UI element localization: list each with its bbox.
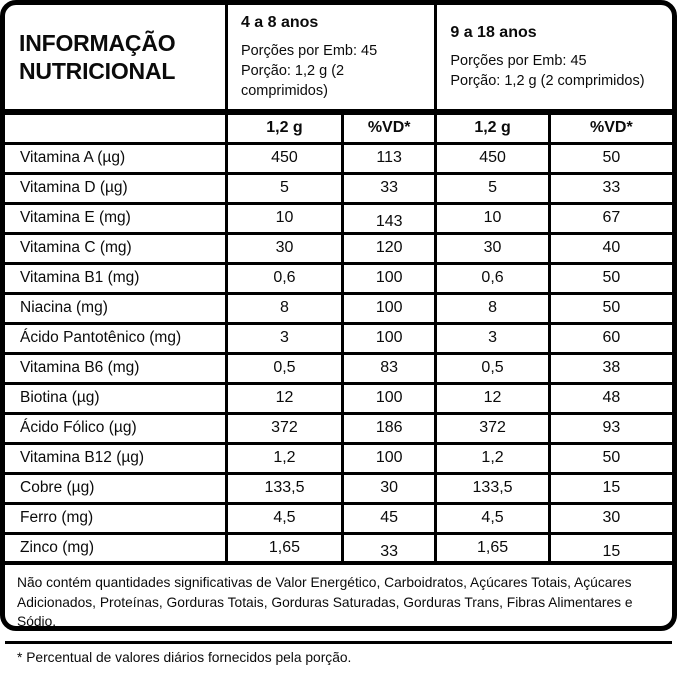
nutrient-value-text: 113 <box>376 149 402 166</box>
nutrient-value-text: 5 <box>280 179 289 196</box>
nutrient-value <box>226 443 342 473</box>
nutrient-label: Cobre (µg) <box>5 473 226 503</box>
age-group-9-18-portion: Porção: 1,2 g (2 comprimidos) <box>450 73 645 89</box>
nutrient-value <box>226 413 342 443</box>
nutrient-value <box>549 443 672 473</box>
age-group-4-8 <box>226 5 435 112</box>
column-header-amount-4-8: 1,2 g <box>226 112 342 143</box>
nutrient-value <box>436 353 549 383</box>
nutrient-value-text: 67 <box>602 209 621 226</box>
nutrient-value-text: 83 <box>380 359 399 376</box>
table-header-row <box>5 5 672 112</box>
age-group-4-8-label: 4 a 8 anos <box>240 14 319 31</box>
nutrient-value <box>549 203 672 233</box>
nutrient-label: Vitamina D (µg) <box>5 173 226 203</box>
nutrient-value <box>226 473 342 503</box>
nutrient-value <box>436 533 549 563</box>
nutrient-value-text: 33 <box>380 179 399 196</box>
table-row <box>5 293 672 323</box>
nutrient-value <box>342 203 435 233</box>
nutrient-value <box>549 383 672 413</box>
nutrient-value <box>436 413 549 443</box>
age-group-4-8-portion: Porção: 1,2 g (2 comprimidos) <box>240 63 345 99</box>
nutrient-value <box>549 233 672 263</box>
nutrient-value-text: 1,65 <box>476 538 509 556</box>
nutrient-value <box>436 503 549 533</box>
table-row <box>5 353 672 383</box>
nutrient-value-text: 50 <box>602 449 621 466</box>
nutrient-value-text: 100 <box>375 449 403 466</box>
table-row <box>5 323 672 353</box>
nutrient-value-text: 30 <box>380 479 399 496</box>
table-row <box>5 413 672 443</box>
nutrient-value <box>342 353 435 383</box>
nutrient-value <box>549 263 672 293</box>
table-row <box>5 473 672 503</box>
nutrient-value-text: 372 <box>271 419 298 436</box>
nutrient-value <box>436 293 549 323</box>
nutrient-value-text: 0,5 <box>481 359 504 376</box>
nutrient-value <box>549 503 672 533</box>
disclaimer-row <box>5 563 672 642</box>
nutrient-label: Vitamina B6 (mg) <box>5 353 226 383</box>
nutrient-value-text: 372 <box>479 419 506 436</box>
nutrient-value <box>436 443 549 473</box>
nutrient-value-text: 8 <box>280 299 289 316</box>
table-row <box>5 203 672 233</box>
nutrient-value-text: 10 <box>275 209 294 226</box>
nutrient-value <box>549 413 672 443</box>
table-row <box>5 443 672 473</box>
nutrient-label: Zinco (mg) <box>5 533 226 563</box>
table-row <box>5 173 672 203</box>
nutrient-value-text: 1,65 <box>268 538 301 556</box>
nutrition-table <box>5 5 672 673</box>
nutrient-value-text: 133,5 <box>264 479 305 496</box>
nutrient-value <box>549 173 672 203</box>
nutrient-value <box>436 473 549 503</box>
nutrient-label: Vitamina B1 (mg) <box>5 263 226 293</box>
nutrient-value-text: 15 <box>602 479 621 496</box>
nutrient-label: Ferro (mg) <box>5 503 226 533</box>
footnote-row <box>5 642 672 673</box>
nutrient-value <box>342 263 435 293</box>
nutrient-value-text: 100 <box>375 329 403 346</box>
nutrient-value-text: 50 <box>602 149 621 166</box>
nutrient-label: Vitamina B12 (µg) <box>5 443 226 473</box>
nutrient-value <box>226 263 342 293</box>
nutrient-value-text: 4,5 <box>273 509 296 526</box>
nutrient-value <box>226 293 342 323</box>
nutrient-value <box>342 413 435 443</box>
table-subheader-row <box>5 112 672 143</box>
nutrient-value <box>549 293 672 323</box>
nutrient-value-text: 100 <box>375 299 403 316</box>
nutrient-value <box>226 173 342 203</box>
nutrient-value-text: 133,5 <box>472 479 513 496</box>
nutrient-value-text: 33 <box>602 179 621 196</box>
table-row <box>5 503 672 533</box>
nutrient-value-text: 3 <box>280 329 289 346</box>
table-row <box>5 533 672 563</box>
age-group-4-8-servings: Porções por Emb: 45 <box>240 43 378 59</box>
nutrient-value <box>226 143 342 173</box>
nutrient-value <box>226 533 342 563</box>
nutrient-value-text: 4,5 <box>481 509 504 526</box>
nutrient-value <box>226 323 342 353</box>
nutrient-value <box>436 383 549 413</box>
nutrient-label: Niacina (mg) <box>5 293 226 323</box>
nutrient-value <box>549 353 672 383</box>
nutrient-label: Ácido Pantotênico (mg) <box>5 323 226 353</box>
nutrient-value-text: 45 <box>380 509 399 526</box>
nutrient-value <box>342 293 435 323</box>
nutrient-value <box>549 143 672 173</box>
nutrient-value-text: 48 <box>602 389 621 406</box>
nutrient-value-text: 1,2 <box>481 449 504 466</box>
nutrient-value <box>226 503 342 533</box>
disclaimer-text: Não contém quantidades significativas de Valor Energético, Carboidratos, Açúcares Totais, Açúcares Adicionados, Proteínas, Gorduras Totais, Gorduras Saturadas, Gorduras Trans, Fibras Alimentares e Sódio. <box>5 563 672 642</box>
subheader-empty-cell <box>5 112 226 143</box>
nutrient-value <box>436 323 549 353</box>
nutrient-value-text: 33 <box>380 542 399 560</box>
nutrient-value-text: 12 <box>275 389 294 406</box>
nutrient-label: Vitamina C (mg) <box>5 233 226 263</box>
nutrient-value <box>342 383 435 413</box>
table-row <box>5 383 672 413</box>
nutrient-value <box>342 443 435 473</box>
nutrient-value <box>342 473 435 503</box>
nutrient-value <box>342 173 435 203</box>
nutrient-label: Biotina (µg) <box>5 383 226 413</box>
nutrient-value-text: 30 <box>275 239 294 256</box>
nutrient-value <box>436 143 549 173</box>
nutrient-value <box>342 533 435 563</box>
nutrient-value-text: 100 <box>375 389 403 406</box>
nutrient-value <box>549 533 672 563</box>
nutrient-value-text: 93 <box>602 419 621 436</box>
nutrient-value-text: 30 <box>483 239 502 256</box>
nutrient-value-text: 50 <box>602 299 621 316</box>
nutrient-value-text: 186 <box>375 419 403 436</box>
age-group-9-18-servings: Porções por Emb: 45 <box>450 53 587 69</box>
nutrient-value <box>436 263 549 293</box>
nutrient-value-text: 0,6 <box>273 269 296 286</box>
table-row <box>5 143 672 173</box>
nutrient-value-text: 100 <box>375 269 403 286</box>
nutrient-value <box>342 233 435 263</box>
nutrient-value-text: 8 <box>488 299 497 316</box>
nutrient-label: Vitamina E (mg) <box>5 203 226 233</box>
nutrient-label: Vitamina A (µg) <box>5 143 226 173</box>
nutrient-value <box>342 323 435 353</box>
footnote-text: * Percentual de valores diários fornecidos pela porção. <box>5 642 672 673</box>
nutrient-value-text: 0,6 <box>481 269 504 286</box>
nutrient-value <box>226 233 342 263</box>
column-header-dv-4-8: %VD* <box>342 112 435 143</box>
nutrient-value <box>549 473 672 503</box>
nutrient-value-text: 3 <box>488 329 497 346</box>
nutrient-value <box>342 143 435 173</box>
nutrient-value-text: 15 <box>602 542 621 560</box>
age-group-9-18-label: 9 a 18 anos <box>450 24 537 41</box>
nutrient-value-text: 450 <box>479 149 506 166</box>
column-header-amount-9-18: 1,2 g <box>436 112 549 143</box>
nutrient-value-text: 40 <box>602 239 621 256</box>
nutrient-value <box>226 383 342 413</box>
nutrient-value-text: 50 <box>602 269 621 286</box>
nutrient-value-text: 30 <box>602 509 621 526</box>
age-group-9-18 <box>436 5 672 112</box>
nutrient-value <box>226 203 342 233</box>
nutrient-value <box>436 233 549 263</box>
page-title: INFORMAÇÃO NUTRICIONAL <box>19 29 176 84</box>
table-row <box>5 233 672 263</box>
title-cell <box>5 5 226 112</box>
nutrient-value-text: 10 <box>483 209 502 226</box>
nutrient-value <box>549 323 672 353</box>
nutrient-label: Ácido Fólico (µg) <box>5 413 226 443</box>
nutrient-value-text: 120 <box>375 239 403 256</box>
nutrient-value <box>436 173 549 203</box>
nutrient-value-text: 5 <box>488 179 497 196</box>
nutrient-rows <box>5 143 672 563</box>
nutrient-value <box>436 203 549 233</box>
nutrient-value-text: 12 <box>483 389 502 406</box>
nutrient-value-text: 60 <box>602 329 621 346</box>
nutrient-value-text: 0,5 <box>273 359 296 376</box>
column-header-dv-9-18: %VD* <box>549 112 672 143</box>
nutrient-value <box>342 503 435 533</box>
nutrient-value-text: 38 <box>602 359 621 376</box>
nutrient-value <box>226 353 342 383</box>
table-row <box>5 263 672 293</box>
nutrient-value-text: 143 <box>375 213 403 230</box>
nutrient-value-text: 450 <box>271 149 298 166</box>
nutrient-value-text: 1,2 <box>273 449 296 466</box>
